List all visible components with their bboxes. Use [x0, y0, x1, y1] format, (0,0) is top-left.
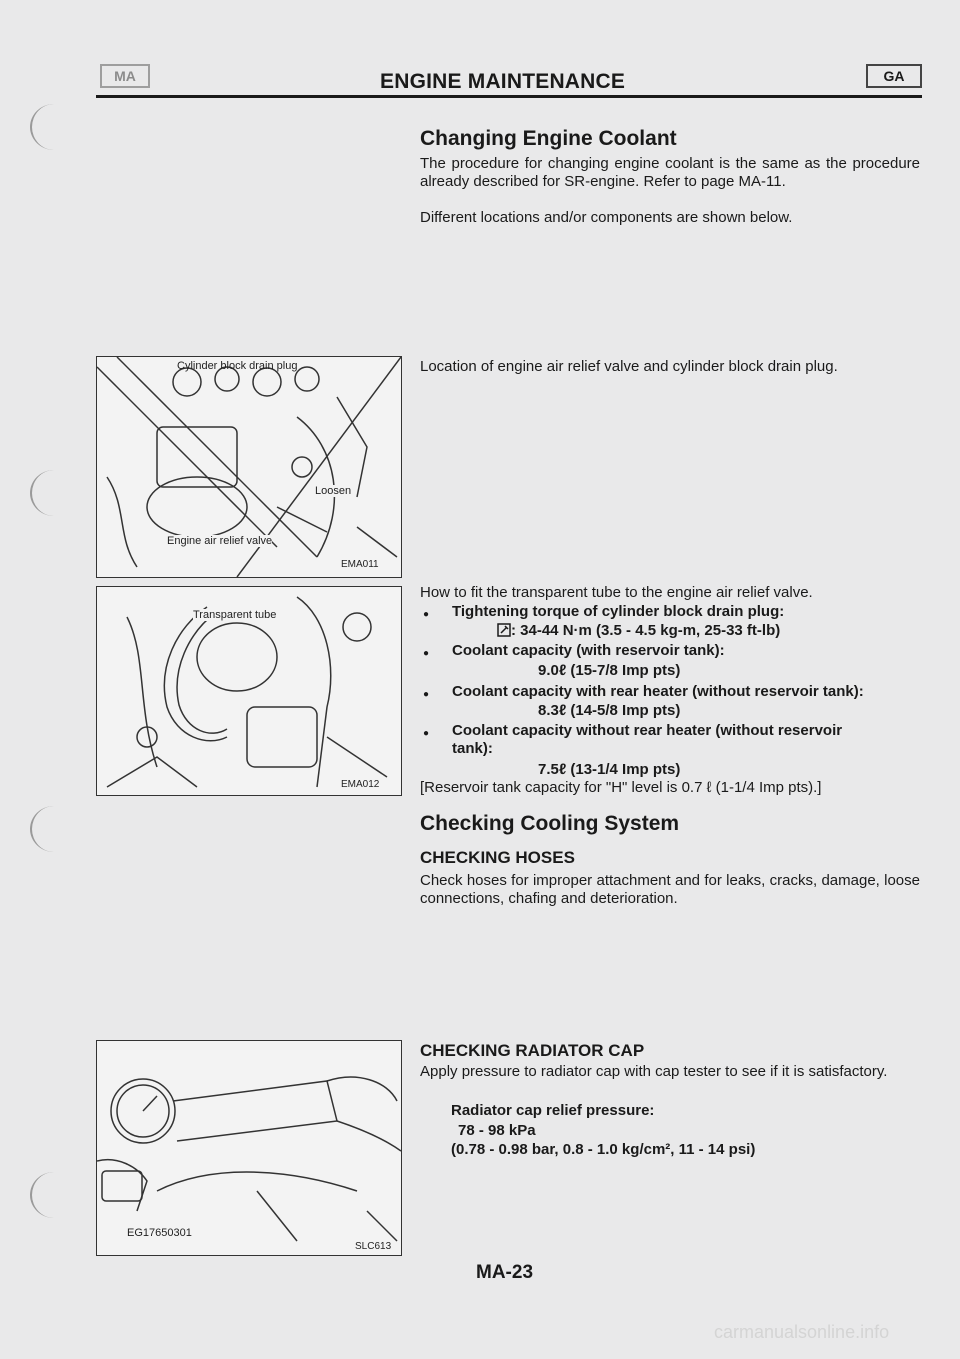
pressure-kpa: 78 - 98 kPa: [458, 1122, 536, 1139]
figure-code: EMA012: [341, 779, 380, 790]
pressure-title: Radiator cap relief pressure:: [451, 1102, 655, 1119]
binder-hole: [30, 104, 78, 150]
watermark: carmanualsonline.info: [714, 1322, 890, 1342]
section-badge-left: MA: [100, 64, 150, 88]
capacity-no-heater-title-cont: tank):: [452, 740, 493, 757]
figure-code: SLC613: [355, 1241, 392, 1252]
label-air-relief-valve: Engine air relief valve: [167, 535, 273, 547]
torque-wrench-icon: [497, 623, 511, 637]
figure-drain-plug: [96, 356, 402, 578]
changing-coolant-heading: Changing Engine Coolant: [420, 127, 677, 150]
checking-cooling-heading: Checking Cooling System: [420, 812, 680, 835]
bullet: ●: [423, 609, 430, 620]
capacity-reservoir-value: 9.0ℓ (15-7/8 Imp pts): [538, 662, 681, 679]
capacity-no-heater-value: 7.5ℓ (13-1/4 Imp pts): [538, 761, 681, 778]
checking-hoses-text: Check hoses for improper attachment and for leaks, cracks, damage, loose connections, chafing and deterioration.: [420, 872, 920, 907]
header-rule: [96, 95, 922, 98]
torque-value: : 34-44 N·m (3.5 - 4.5 kg-m, 25-33 ft-lb): [511, 622, 781, 639]
capacity-heater-value: 8.3ℓ (14-5/8 Imp pts): [538, 702, 681, 719]
page-number: MA-23: [476, 1262, 534, 1283]
label-loosen: Loosen: [315, 485, 352, 497]
label-transparent-tube: Transparent tube: [193, 609, 277, 621]
capacity-no-heater-title: Coolant capacity without rear heater (without reservoir: [452, 722, 843, 739]
engine-badge: GA: [866, 64, 922, 88]
page-header-title: ENGINE MAINTENANCE: [380, 70, 626, 93]
label-drain-plug: Cylinder block drain plug: [177, 360, 298, 372]
figure-transparent-tube: [96, 586, 402, 796]
label-tester-tool: EG17650301: [127, 1227, 192, 1239]
bullet: ●: [423, 728, 430, 739]
bullet: ●: [423, 689, 430, 700]
figure-cap-tester: [96, 1040, 402, 1256]
checking-hoses-heading: CHECKING HOSES: [420, 848, 575, 867]
changing-coolant-para: The procedure for changing engine coolant is the same as the procedure already described for SR-engine. Refer to page MA-11.: [420, 155, 920, 190]
binder-hole: [30, 470, 78, 516]
reservoir-note: [Reservoir tank capacity for "H" level is 0.7 ℓ (1-1/4 Imp pts).]: [420, 779, 822, 796]
cap-tester-illustration: [97, 1041, 401, 1255]
torque-title: Tightening torque of cylinder block drain plug:: [452, 603, 785, 620]
capacity-heater-title: Coolant capacity with rear heater (without reservoir tank):: [452, 683, 864, 700]
binder-hole: [30, 1172, 78, 1218]
checking-cap-text: Apply pressure to radiator cap with cap tester to see if it is satisfactory.: [420, 1063, 888, 1080]
checking-cap-heading: CHECKING RADIATOR CAP: [420, 1041, 645, 1060]
figure-code: EMA011: [341, 559, 379, 570]
pressure-other-units: (0.78 - 0.98 bar, 0.8 - 1.0 kg/cm², 11 - 14 psi): [451, 1141, 756, 1158]
bullet: ●: [423, 648, 430, 659]
capacity-reservoir-title: Coolant capacity (with reservoir tank):: [452, 642, 725, 659]
figure1-caption: Location of engine air relief valve and cylinder block drain plug.: [420, 358, 838, 375]
binder-hole: [30, 806, 78, 852]
figure2-caption: How to fit the transparent tube to the engine air relief valve.: [420, 584, 813, 601]
changing-coolant-note: Different locations and/or components are shown below.: [420, 209, 793, 226]
